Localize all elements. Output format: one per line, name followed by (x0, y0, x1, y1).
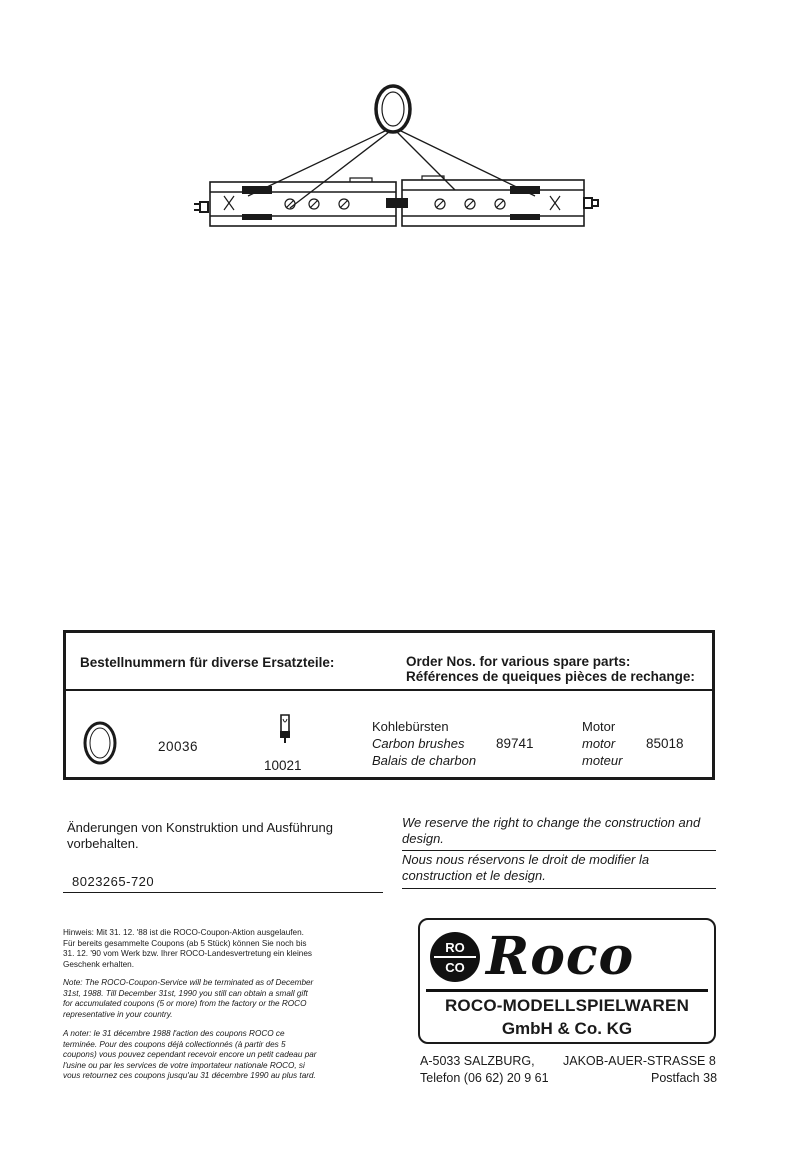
bulb-number: 10021 (264, 758, 302, 773)
company-legal-form: GmbH & Co. KG (501, 1019, 633, 1038)
bulb-icon (276, 713, 294, 745)
note-rule-2 (402, 888, 716, 889)
brushes-number: 89741 (496, 736, 534, 751)
company-name: ROCO-MODELLSPIELWAREN (444, 996, 690, 1015)
table-divider (66, 689, 712, 691)
header-de: Bestellnummern für diverse Ersatzteile: (80, 655, 335, 670)
roco-logo-box (418, 918, 716, 1044)
traction-ring-icon (80, 721, 120, 765)
header-en: Order Nos. for various spare parts: (406, 654, 631, 669)
address-street: JAKOB-AUER-STRASSE 8 (563, 1054, 716, 1068)
traction-ring-number: 20036 (158, 739, 199, 754)
brushes-en: Carbon brushes (372, 736, 465, 751)
note-en: We reserve the right to change the construction and design. (402, 815, 701, 846)
note-rule-1 (402, 850, 716, 851)
note-de: Änderungen von Konstruktion und Ausführung vorbehalten. (67, 820, 333, 851)
address-phone: Telefon (06 62) 20 9 61 (420, 1071, 549, 1085)
motor-en: motor (582, 736, 616, 751)
note-fr: Nous nous réservons le droit de modifier la construction et le design. (402, 852, 650, 883)
hint-de: Hinweis: Mit 31. 12. '88 ist die ROCO-Coupon-Aktion ausgelaufen. Für bereits gesammelte Coupons (ab 5 Stück) können Sie noch bis 31. 12. '90 vom Werk bzw. Ihrer ROCO-Landesvertretung ein kleines Geschenk erhalten. (63, 928, 312, 969)
brushes-fr: Balais de charbon (372, 753, 477, 768)
motor-number: 85018 (646, 736, 684, 751)
motor-fr: moteur (582, 753, 623, 768)
hint-fr: A noter: le 31 décembre 1988 l'action des coupons ROCO ce terminée. Pour des coupons déjà collectionnés (à partir des 5 coupons) vous pouvez cependant recevoir encore un petit cadeau par l'usine ou par les services de votre importateur nationale ROCO, si vous retournez ces coupons jusqu'au 31 décembre 1990 au plus tard. (63, 1029, 317, 1080)
article-number: 8023265-720 (72, 874, 155, 889)
logo-separator (426, 989, 708, 992)
address-city: A-5033 SALZBURG, (420, 1054, 535, 1068)
emblem-top-text: RO (445, 940, 465, 955)
article-rule (63, 892, 383, 893)
address-pobox: Postfach 38 (651, 1071, 718, 1085)
header-fr: Références de queiques pièces de rechange: (406, 669, 695, 684)
emblem-bottom-text: CO (445, 960, 465, 975)
motor-de: Motor (582, 719, 616, 734)
roco-wordmark: Roco (486, 926, 635, 987)
brushes-de: Kohlebürsten (372, 719, 449, 734)
spare-parts-table (63, 630, 715, 780)
locomotive-drawing (190, 78, 610, 238)
roco-emblem-icon (428, 930, 482, 984)
hint-en: Note: The ROCO-Coupon-Service will be terminated as of December 31st, 1988. Till December 31st, 1990 you still can obtain a small gift for accumulated coupons (5 or more) from the factory or the ROCO representative in your country. (63, 978, 314, 1019)
